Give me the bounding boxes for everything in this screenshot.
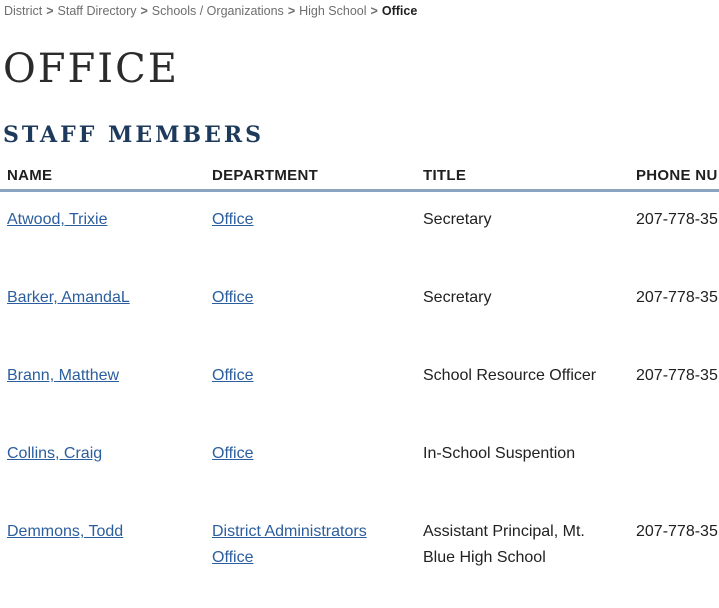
column-header-title: TITLE [423,167,467,184]
breadcrumb-link[interactable]: High School [299,4,367,18]
breadcrumb-link[interactable]: Staff Directory [57,4,137,18]
table-header-row [0,167,719,192]
department-link[interactable]: Office [212,289,254,306]
staff-title: In-School Suspention [423,445,576,462]
table-row [0,426,719,504]
department-link[interactable]: Office [212,445,254,462]
table-body [0,192,719,608]
table-row [0,270,719,348]
column-header-name: NAME [7,167,53,184]
staff-phone: 207-778-35 [636,289,718,306]
breadcrumb-separator-icon: > [140,4,148,18]
table-row [0,504,719,608]
section-title: STAFF MEMBERS [3,122,265,148]
breadcrumb [0,0,719,18]
breadcrumb-current-page: Office [381,4,418,18]
column-header-phone: PHONE NU [636,167,718,184]
department-link[interactable]: Office [212,211,254,228]
staff-name-link[interactable]: Collins, Craig [7,445,103,462]
breadcrumb-link[interactable]: Schools / Organizations [151,4,284,18]
staff-phone: 207-778-35 [636,367,718,384]
staff-name-link[interactable]: Atwood, Trixie [7,211,108,228]
breadcrumb-separator-icon: > [287,4,296,18]
staff-name-link[interactable]: Brann, Matthew [7,367,120,384]
breadcrumb-separator-icon: > [370,4,378,18]
staff-name-link[interactable]: Demmons, Todd [7,523,124,540]
staff-table [0,167,719,608]
breadcrumb-link[interactable]: District [4,4,43,18]
table-row [0,192,719,270]
staff-title: Secretary [423,289,492,306]
table-row [0,348,719,426]
department-link[interactable]: Office [212,367,254,384]
staff-phone [636,426,719,478]
column-header-department: DEPARTMENT [212,167,319,184]
breadcrumb-separator-icon: > [46,4,54,18]
staff-phone: 207-778-35 [636,211,718,228]
staff-name-link[interactable]: Barker, AmandaL [7,289,130,306]
staff-title: School Resource Officer [423,367,597,384]
page-title: OFFICE [3,46,179,92]
staff-phone: 207-778-35 [636,523,718,540]
staff-title: Assistant Principal, Mt. Blue High School [423,523,585,566]
department-link[interactable]: District Administrators Office [212,523,367,566]
staff-title: Secretary [423,211,492,228]
